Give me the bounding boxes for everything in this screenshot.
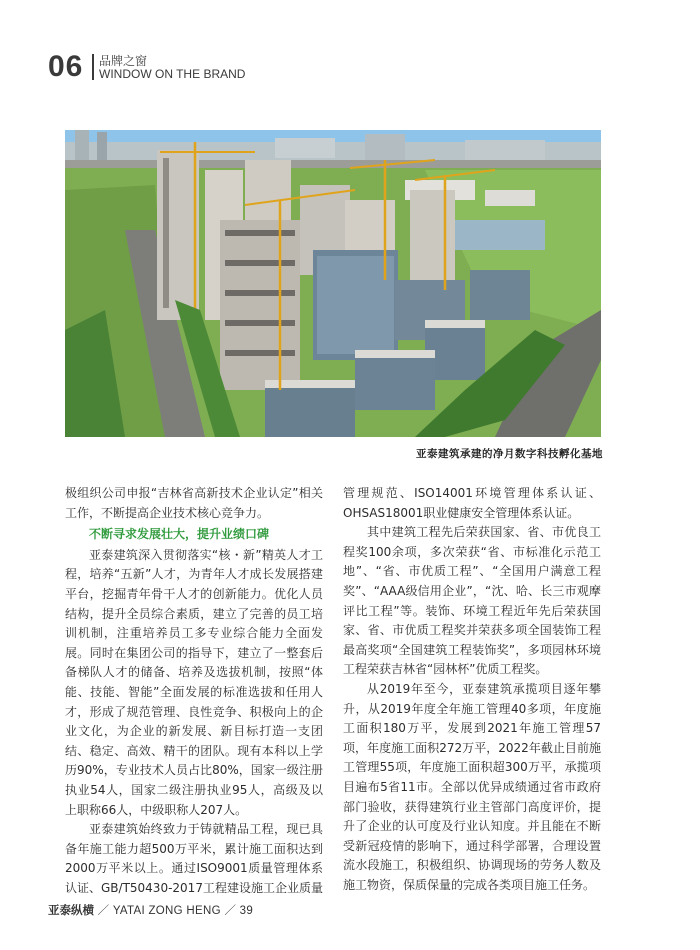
footer-separator: ／ [97, 903, 110, 917]
footer-publication-cn: 亚泰纵横 [48, 903, 94, 917]
construction-site-photo [65, 130, 601, 437]
left-paragraph-1: 极组织公司申报“吉林省高新技术企业认定”相关工作，不断提高企业技术核心竞争力。 [65, 486, 323, 520]
header-page-number: 06 [48, 50, 84, 83]
right-paragraph-2: 其中建筑工程先后荣获国家、省、市优良工程奖100余项，多次荣获“省、市标准化示范工地”、“省、市优质工程”、“全国用户满意工程奖”、“AAA级信用企业”，“沈、哈、长三市观摩评比工程”等。装饰、环境工程近年先后荣获国家、省、市优质工程奖并荣获多项全国装饰工程最高奖项“全国建筑工程装饰奖”，多项园林环境工程荣获吉林省“园林杯”优质工程奖。 [343, 525, 601, 677]
section-title-cn: 品牌之窗 [99, 54, 148, 68]
footer-publication-en: YATAI ZONG HENG [112, 905, 221, 917]
photo-caption: 亚泰建筑承建的净月数字科技孵化基地 [416, 448, 603, 460]
header-divider [92, 54, 94, 80]
footer-page-number: 39 [239, 905, 254, 917]
right-text-column [343, 484, 601, 895]
right-paragraph-3: 从2019年至今，亚泰建筑承揽项目逐年攀升，从2019年度全年施工管理40多项，年度施工面积180万平，发展到2021年施工管理57项，年度施工面积272万平，2022年截止目前施工管理55项，年度施工面积超300万平，承揽项目遍布5省11市。全部以优异成绩通过省市政府部门验收，获得建筑行业主管部门高度评价，提升了企业的认可度及行业认知度。并且能在不断受新冠疫情的影响下，通过科学部署，合理设置流水段施工，积极组织、协调现场的劳务人数及施工物资，保质保量的完成各类项目施工任务。 [343, 681, 601, 892]
section-subheading: 不断寻求发展壮大，提升业绩口碑 [89, 527, 270, 542]
left-text-column [65, 484, 323, 898]
right-paragraph-1: 管理规范、ISO14001环境管理体系认证、OHSAS18001职业健康安全管理体系认证。 [343, 486, 601, 520]
section-title-en: WINDOW ON THE BRAND [99, 67, 246, 81]
left-paragraph-3: 亚泰建筑始终致力于铸就精品工程，现已具备年施工能力超500万平米，累计施工面积达到2000万平米以上。通过ISO9001质量管理体系认证、GB/T50430-2017工程建设施工企业质量 [65, 822, 323, 895]
left-paragraph-2: 亚泰建筑深入贯彻落实“核・新”精英人才工程，培养“五新”人才，为青年人才成长发展搭建平台，挖掘青年骨干人才的创新能力。优化人员结构，提升全员综合素质，建立了完善的员工培训机制，注重培养员工多专业综合能力全面发展。同时在集团公司的指导下，建立了一整套后备梯队人才的储备、培养及选拔机制，按照“体能、技能、智能”全面发展的标准选拔和任用人才，形成了规范管理、良性竞争、积极向上的企业文化，为企业的新发展、新目标打造一支团结、稳定、高效、精干的团队。现有本科以上学历90%，专业技术人员占比80%，国家一级注册执业54人，国家二级注册执业95人，高级及以上职称66人，中级职称人207人。 [65, 547, 323, 817]
page-footer [48, 902, 253, 918]
footer-separator: ／ [224, 903, 236, 917]
